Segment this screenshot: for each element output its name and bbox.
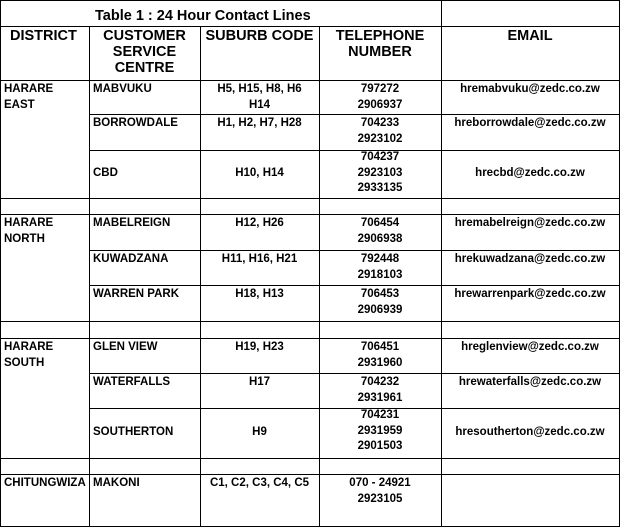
row-rule bbox=[89, 150, 620, 151]
suburb-codes: H10, H14 bbox=[235, 167, 284, 179]
district-name: EAST bbox=[4, 98, 35, 111]
suburb-codes: H11, H16, H21 bbox=[221, 253, 298, 265]
telephone-number: 2918103 bbox=[357, 268, 403, 281]
telephone-number: 2931960 bbox=[357, 356, 403, 369]
suburb-codes: H14 bbox=[248, 98, 271, 111]
service-centre-name: CBD bbox=[93, 167, 118, 179]
telephone-number: 070 - 24921 bbox=[349, 477, 411, 489]
telephone-number: 706454 bbox=[360, 217, 400, 229]
telephone-number: 2931961 bbox=[357, 391, 403, 404]
service-centre-name: MAKONI bbox=[93, 477, 140, 489]
telephone-number: 706453 bbox=[360, 288, 400, 300]
suburb-codes: C1, C2, C3, C4, C5 bbox=[209, 477, 310, 489]
telephone-number: 704231 bbox=[360, 409, 400, 421]
row-rule bbox=[89, 373, 620, 374]
header-bottom-rule bbox=[0, 80, 620, 81]
email-address: hrecbd@zedc.co.zw bbox=[475, 167, 585, 179]
table-title: Table 1 : 24 Hour Contact Lines bbox=[95, 8, 311, 24]
header-telephone-number: TELEPHONE bbox=[335, 28, 425, 44]
row-rule bbox=[89, 408, 620, 409]
service-centre-name: MABELREIGN bbox=[93, 217, 171, 229]
header-customer-service-centre: CUSTOMER bbox=[103, 28, 186, 44]
email-address: hreborrowdale@zedc.co.zw bbox=[454, 117, 606, 129]
suburb-codes: H18, H13 bbox=[235, 288, 284, 300]
header-suburb-code: SUBURB CODE bbox=[205, 28, 314, 44]
suburb-codes: H12, H26 bbox=[235, 217, 284, 229]
telephone-number: 2906939 bbox=[357, 303, 403, 316]
group-rule bbox=[0, 458, 620, 459]
header-customer-service-centre: SERVICE bbox=[112, 44, 177, 60]
suburb-codes: H1, H2, H7, H28 bbox=[217, 117, 302, 129]
service-centre-name: MABVUKU bbox=[93, 83, 152, 95]
district-name: CHITUNGWIZA bbox=[4, 477, 86, 489]
district-name: HARARE bbox=[4, 217, 54, 229]
header-telephone-number: NUMBER bbox=[348, 44, 412, 60]
telephone-number: 2931959 bbox=[357, 424, 403, 437]
email-address: hrewaterfalls@zedc.co.zw bbox=[458, 376, 602, 388]
district-name: SOUTH bbox=[4, 356, 45, 369]
telephone-number: 2923102 bbox=[357, 132, 403, 145]
email-address: hrekuwadzana@zedc.co.zw bbox=[454, 253, 606, 265]
row-rule bbox=[89, 250, 620, 251]
email-address: hresoutherton@zedc.co.zw bbox=[455, 426, 605, 438]
service-centre-name: KUWADZANA bbox=[93, 253, 169, 265]
district-name: HARARE bbox=[4, 83, 54, 95]
telephone-number: 704237 bbox=[360, 151, 400, 163]
service-centre-name: BORROWDALE bbox=[93, 117, 178, 129]
telephone-number: 2901503 bbox=[357, 440, 403, 452]
email-address: hremabvuku@zedc.co.zw bbox=[460, 83, 600, 95]
email-address: hremabelreign@zedc.co.zw bbox=[454, 217, 606, 229]
header-customer-service-centre: CENTRE bbox=[114, 60, 175, 76]
group-rule bbox=[0, 198, 620, 199]
header-email: EMAIL bbox=[507, 28, 553, 44]
telephone-number: 2906937 bbox=[357, 98, 403, 111]
row-rule bbox=[89, 285, 620, 286]
service-centre-name: SOUTHERTON bbox=[93, 426, 174, 438]
telephone-number: 706451 bbox=[360, 341, 400, 353]
district-name: NORTH bbox=[4, 232, 45, 245]
column-rule bbox=[89, 26, 90, 527]
suburb-codes: H5, H15, H8, H6 bbox=[217, 83, 302, 95]
table-border-top bbox=[0, 0, 620, 1]
suburb-codes: H9 bbox=[252, 426, 267, 438]
email-address: hrewarrenpark@zedc.co.zw bbox=[454, 288, 606, 300]
group-rule bbox=[0, 474, 620, 475]
header-district: DISTRICT bbox=[10, 28, 77, 44]
group-rule bbox=[0, 321, 620, 322]
header-top-rule bbox=[0, 26, 620, 27]
district-name: HARARE bbox=[4, 341, 54, 353]
group-rule bbox=[0, 214, 620, 215]
telephone-number: 797272 bbox=[360, 83, 400, 95]
service-centre-name: WATERFALLS bbox=[93, 376, 171, 388]
telephone-number: 2906938 bbox=[357, 232, 403, 245]
group-rule bbox=[0, 338, 620, 339]
row-rule bbox=[89, 114, 620, 115]
table-border-left bbox=[0, 0, 1, 527]
service-centre-name: GLEN VIEW bbox=[93, 341, 158, 353]
suburb-codes: H17 bbox=[248, 376, 271, 388]
telephone-number: 792448 bbox=[360, 253, 400, 265]
email-address: hreglenview@zedc.co.zw bbox=[461, 341, 599, 353]
telephone-number: 704232 bbox=[360, 376, 400, 388]
telephone-number: 2923105 bbox=[357, 492, 403, 505]
telephone-number: 2933135 bbox=[357, 182, 403, 194]
telephone-number: 704233 bbox=[360, 117, 400, 129]
suburb-codes: H19, H23 bbox=[235, 341, 284, 353]
telephone-number: 2923103 bbox=[357, 166, 403, 179]
service-centre-name: WARREN PARK bbox=[93, 288, 180, 300]
